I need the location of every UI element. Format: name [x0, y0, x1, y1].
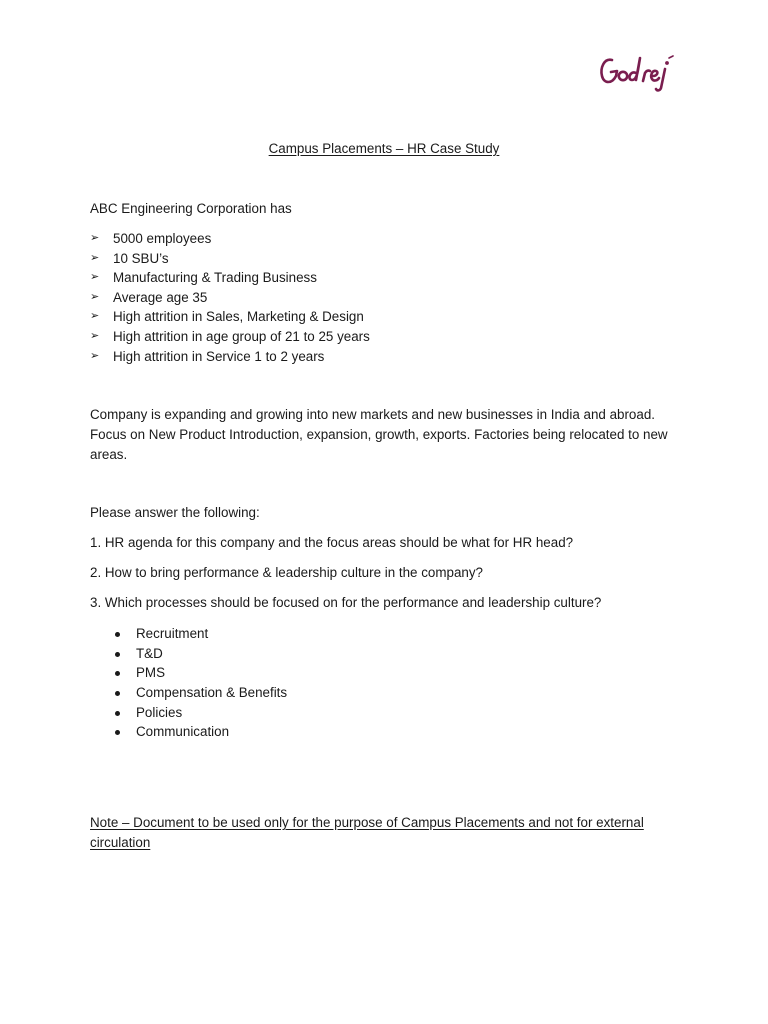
- bullet-icon: [115, 711, 120, 716]
- list-item: ➢ 10 SBU’s: [90, 249, 370, 269]
- arrow-bullet-icon: ➢: [90, 232, 100, 244]
- list-item: ➢ Manufacturing & Trading Business: [90, 268, 370, 288]
- list-item: ➢ 5000 employees: [90, 229, 370, 249]
- bullet-icon: [115, 652, 120, 657]
- arrow-bullet-icon: ➢: [90, 349, 100, 362]
- arrow-bullet-icon: ➢: [90, 310, 100, 323]
- processes-list: [113, 624, 287, 742]
- document-title-text: Campus Placements – HR Case Study: [268, 141, 500, 156]
- usage-note: Note – Document to be used only for the purpose of Campus Placements and not for external circulation: [90, 815, 644, 850]
- list-item: PMS: [113, 663, 287, 683]
- company-facts-list: [90, 229, 370, 366]
- questions-prompt: Please answer the following:: [90, 505, 260, 520]
- list-item: Recruitment: [113, 624, 287, 644]
- bullet-icon: [115, 671, 120, 676]
- question-1: 1. HR agenda for this company and the focus areas should be what for HR head?: [90, 535, 574, 550]
- question-2: 2. How to bring performance & leadership culture in the company?: [90, 565, 484, 580]
- arrow-bullet-icon: ➢: [90, 271, 100, 284]
- list-item: ➢ High attrition in age group of 21 to 25 years: [90, 327, 370, 347]
- bullet-icon: [115, 691, 120, 696]
- question-3: 3. Which processes should be focused on for the performance and leadership culture?: [90, 595, 602, 610]
- list-item: ➢ High attrition in Sales, Marketing & Design: [90, 307, 370, 327]
- list-item: T&D: [113, 644, 287, 664]
- company-description: Company is expanding and growing into new markets and new businesses in India and abroad. Focus on New Product Introduction, expansion, growth, exports. Factories being relocated to new areas.: [90, 407, 668, 462]
- document-title: [0, 141, 768, 156]
- arrow-bullet-icon: ➢: [90, 251, 100, 264]
- godrej-logo: [598, 52, 676, 92]
- bullet-icon: [115, 730, 120, 735]
- list-item: Communication: [113, 722, 287, 742]
- list-item: Compensation & Benefits: [113, 683, 287, 703]
- list-item: ➢ High attrition in Service 1 to 2 years: [90, 347, 370, 367]
- arrow-bullet-icon: ➢: [90, 290, 100, 303]
- intro-text: ABC Engineering Corporation has: [90, 201, 292, 216]
- arrow-bullet-icon: ➢: [90, 329, 100, 342]
- list-item: Policies: [113, 703, 287, 723]
- list-item: ➢ Average age 35: [90, 288, 370, 308]
- bullet-icon: [115, 632, 120, 637]
